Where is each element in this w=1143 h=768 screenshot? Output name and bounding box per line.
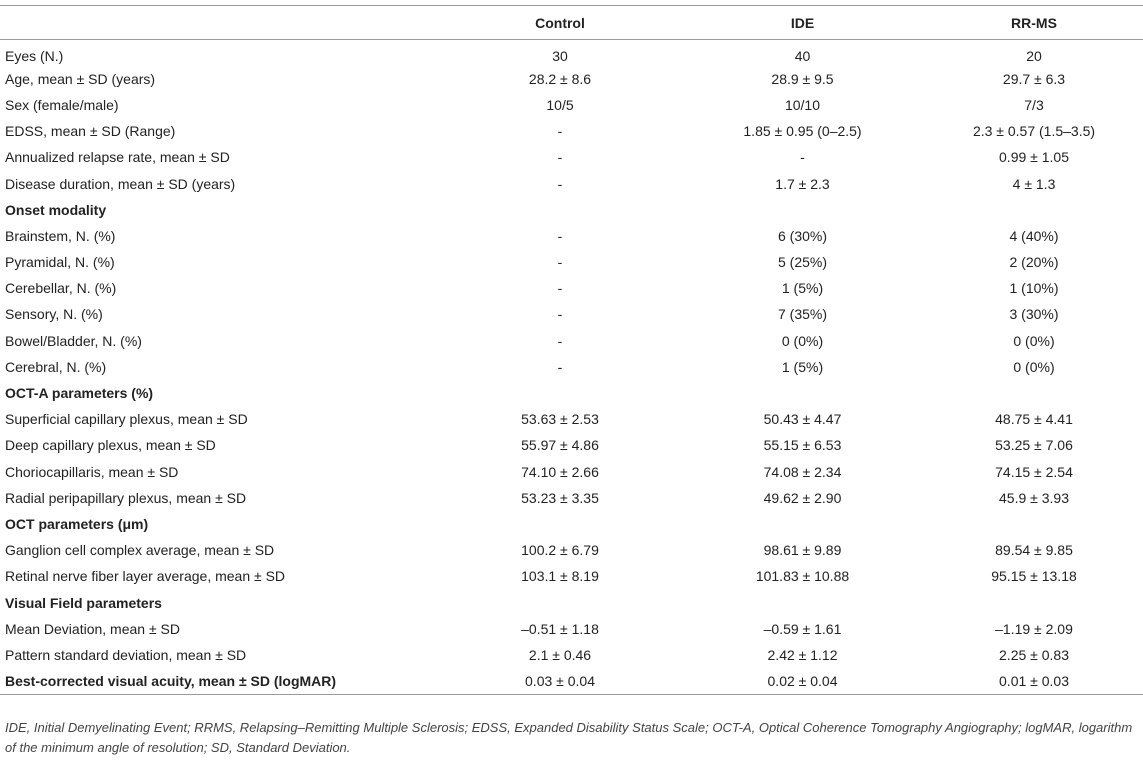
cell-control: - [557,123,563,140]
cell-control: - [557,306,563,323]
cell-control: - [557,175,563,192]
cell-ide: –0.59 ± 1.61 [763,620,842,637]
cell-rrms: 53.25 ± 7.06 [995,437,1073,454]
cell-ide: 1.85 ± 0.95 (0–2.5) [743,123,862,140]
cell-rrms: 2 (20%) [1009,254,1059,271]
table-row [0,92,1143,118]
table-row [0,328,1143,354]
cell-ide: 50.43 ± 4.47 [763,411,842,428]
table-row [0,275,1143,301]
cell-ide [680,380,925,406]
cell-ide: 74.08 ± 2.34 [763,463,842,480]
table-row [0,459,1143,485]
cell-rrms: 29.7 ± 6.3 [1002,70,1066,87]
header-cell-label [0,6,440,40]
table-row [0,406,1143,432]
cell-rrms: –1.19 ± 2.09 [995,620,1073,637]
table-row [0,668,1143,694]
table-row [0,563,1143,589]
section-header-row [0,511,1143,537]
cell-ide: 28.9 ± 9.5 [771,70,834,87]
table-row [0,118,1143,144]
cell-ide: 40 [794,47,811,64]
row-label: Choriocapillaris, mean ± SD [5,463,179,480]
cell-ide: 6 (30%) [777,227,828,244]
row-label: Cerebellar, N. (%) [5,280,117,297]
cell-rrms: 4 ± 1.3 [1012,175,1056,192]
cell-rrms: 20 [1026,47,1042,64]
row-label: Mean Deviation, mean ± SD [5,620,180,637]
cell-ide: 101.83 ± 10.88 [755,568,850,585]
row-label: Pattern standard deviation, mean ± SD [5,646,247,663]
cell-ide: 2.42 ± 1.12 [767,646,838,663]
cell-ide [680,589,925,615]
cell-rrms [925,380,1143,406]
cell-control: - [557,254,563,271]
row-label: Brainstem, N. (%) [5,227,116,244]
section-label: OCT parameters (μm) [5,515,149,532]
row-label: Sex (female/male) [5,96,119,113]
cell-rrms: 74.15 ± 2.54 [995,463,1073,480]
cell-control: - [557,149,563,166]
cell-ide: - [800,149,805,166]
cell-control: 28.2 ± 8.6 [528,70,592,87]
table-row [0,223,1143,249]
cell-ide: 5 (25%) [777,254,828,271]
table-row [0,537,1143,563]
header-row [0,6,1143,40]
cell-rrms: 4 (40%) [1009,227,1059,244]
table-row [0,170,1143,196]
table-row [0,249,1143,275]
table-row [0,301,1143,327]
row-label: Disease duration, mean ± SD (years) [5,175,236,192]
cell-ide: 98.61 ± 9.89 [763,542,842,559]
row-label: Pyramidal, N. (%) [5,254,115,271]
cell-control [440,589,680,615]
cell-rrms [925,589,1143,615]
section-header-row [0,589,1143,615]
cell-ide [680,511,925,537]
cell-rrms: 3 (30%) [1009,306,1059,323]
cell-control: 53.23 ± 3.35 [521,489,599,506]
cell-ide: 7 (35%) [777,306,828,323]
cell-control: - [557,332,563,349]
data-table [0,5,1143,695]
cell-control: 30 [552,47,568,64]
table-row [0,40,1143,66]
cell-ide: 0 (0%) [781,332,824,349]
cell-control: 0.03 ± 0.04 [440,668,680,694]
table-row [0,66,1143,92]
cell-control: 10/5 [546,96,574,113]
row-label: Bowel/Bladder, N. (%) [5,332,142,349]
row-label: Ganglion cell complex average, mean ± SD [5,542,275,559]
row-label: Superficial capillary plexus, mean ± SD [5,411,248,428]
cell-control [440,380,680,406]
section-label: Visual Field parameters [5,594,162,611]
table-row [0,354,1143,380]
cell-rrms [925,197,1143,223]
row-label: Deep capillary plexus, mean ± SD [5,437,216,454]
cell-rrms: 48.75 ± 4.41 [995,411,1073,428]
cell-rrms: 89.54 ± 9.85 [995,542,1073,559]
cell-rrms: 0.99 ± 1.05 [999,149,1069,166]
cell-control: 100.2 ± 6.79 [521,542,599,559]
table-row [0,144,1143,170]
cell-control: 2.1 ± 0.46 [528,646,592,663]
cell-ide: 1 (5%) [781,358,824,375]
section-label: OCT-A parameters (%) [5,385,154,402]
row-label: Best-corrected visual acuity, mean ± SD (logMAR) [0,668,440,694]
cell-rrms: 0 (0%) [1013,358,1055,375]
table-row [0,642,1143,668]
cell-ide: 55.15 ± 6.53 [763,437,842,454]
table-row [0,616,1143,642]
cell-rrms: 95.15 ± 13.18 [991,568,1077,585]
table-body [0,40,1143,695]
section-label: Onset modality [5,201,107,218]
table-footnote: IDE, Initial Demyelinating Event; RRMS, Relapsing–Remitting Multiple Sclerosis; EDSS, Expanded Disability Status Scale; OCT-A, Optical Coherence Tomography Angiography; logMAR, logarithm of the minimum angle of resolution; SD, Standard Deviation. [5,720,1133,755]
cell-control: 55.97 ± 4.86 [521,437,599,454]
cell-ide: 10/10 [784,96,821,113]
cell-ide: 0.02 ± 0.04 [680,668,925,694]
table-row [0,432,1143,458]
cell-ide: 1.7 ± 2.3 [775,175,830,192]
header-cell-control: Control [440,6,680,40]
cell-rrms: 7/3 [1024,96,1044,113]
cell-control: - [557,358,563,375]
cell-rrms: 2.25 ± 0.83 [999,646,1069,663]
section-header-row [0,380,1143,406]
cell-ide [680,197,925,223]
row-label: Annualized relapse rate, mean ± SD [5,149,230,166]
row-label: Sensory, N. (%) [5,306,103,323]
cell-rrms: 2.3 ± 0.57 (1.5–3.5) [972,123,1096,140]
cell-control: 53.63 ± 2.53 [521,411,599,428]
cell-control: 74.10 ± 2.66 [521,463,599,480]
cell-control: - [557,280,563,297]
cell-control: 103.1 ± 8.19 [521,568,599,585]
table-row [0,485,1143,511]
row-label: Age, mean ± SD (years) [5,70,156,87]
row-label: Radial peripapillary plexus, mean ± SD [5,489,247,506]
cell-rrms: 1 (10%) [1009,280,1059,297]
cell-ide: 49.62 ± 2.90 [763,489,842,506]
cell-control: - [557,227,563,244]
cell-rrms: 0 (0%) [1013,332,1055,349]
cell-rrms: 45.9 ± 3.93 [999,489,1069,506]
row-label: Eyes (N.) [5,47,64,64]
row-label: Cerebral, N. (%) [5,358,107,375]
cell-control: –0.51 ± 1.18 [521,620,599,637]
cell-rrms [925,511,1143,537]
cell-rrms: 0.01 ± 0.03 [925,668,1143,694]
row-label: EDSS, mean ± SD (Range) [5,123,176,140]
cell-control [440,197,680,223]
cell-ide: 1 (5%) [781,280,824,297]
header-cell-rrms: RR-MS [925,6,1143,40]
section-header-row [0,197,1143,223]
header-cell-ide: IDE [680,6,925,40]
row-label: Retinal nerve fiber layer average, mean ± SD [5,568,286,585]
cell-control [440,511,680,537]
